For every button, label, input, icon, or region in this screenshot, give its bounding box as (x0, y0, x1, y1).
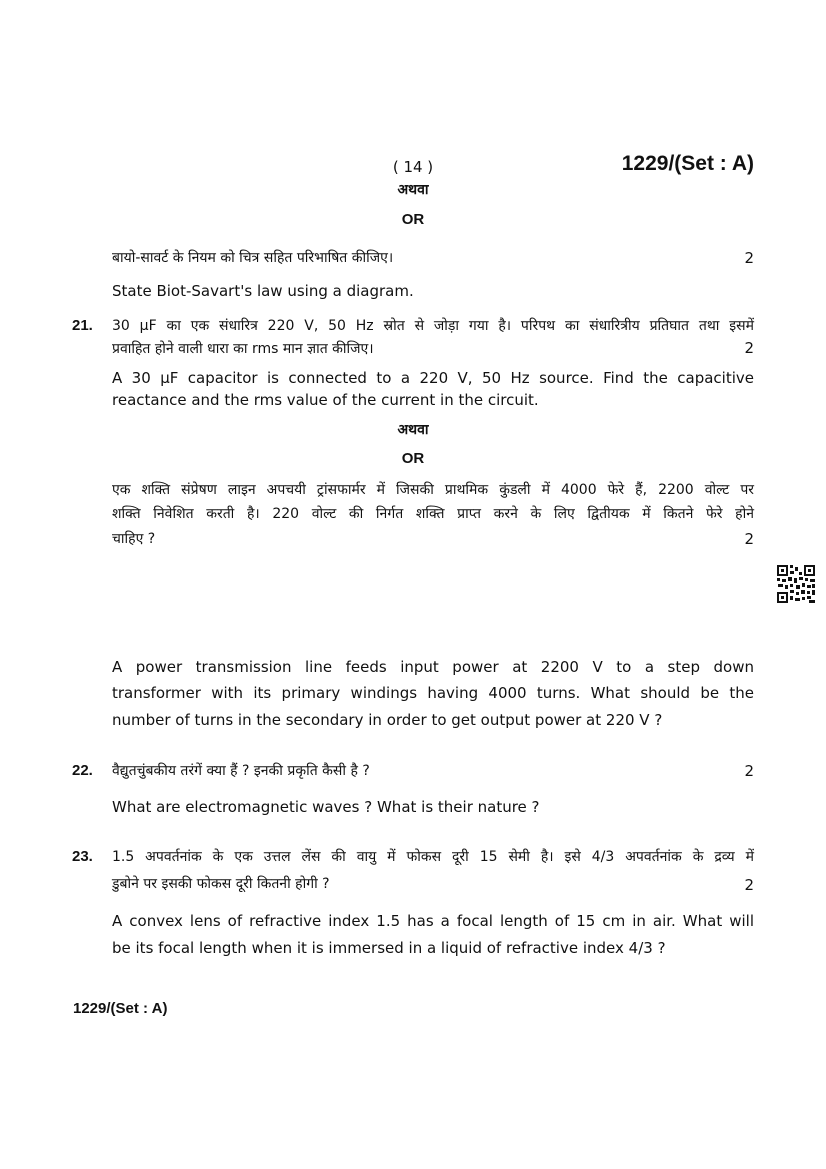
q21-marks: 2 (744, 339, 754, 357)
q22-hindi: वैद्युतचुंबकीय तरंगें क्या हैं ? इनकी प्रकृति कैसी है ? (112, 763, 370, 779)
q21-hindi-line2: प्रवाहित होने वाली धारा का rms मान ज्ञात कीजिए। (112, 341, 374, 357)
q23-hindi-line2: डुबोने पर इसकी फोकस दूरी कितनी होगी ? (112, 876, 330, 892)
q22-english: What are electromagnetic waves ? What is their nature ? (112, 798, 540, 816)
question-number-23: 23. (72, 848, 93, 865)
question-number-21: 21. (72, 317, 93, 334)
q21-alt-hindi-line1: एक शक्ति संप्रेषण लाइन अपचयी ट्रांसफार्मर में जिसकी प्राथमिक कुंडली में 4000 फेरे हैं, 2200 वोल्ट पर (112, 482, 754, 498)
q21-alt-english-line3: number of turns in the secondary in order to get output power at 220 V ? (112, 711, 663, 729)
or-english-1: OR (401, 211, 425, 228)
question-number-22: 22. (72, 762, 93, 779)
q21-alt-hindi-line3: चाहिए ? (112, 531, 156, 547)
q21-hindi-line1: 30 μF का एक संधारित्र 220 V, 50 Hz स्रोत से जोड़ा गया है। परिपथ का संधारित्रीय प्रतिघात तथा इसमें (112, 318, 754, 334)
set-code-footer: 1229/(Set : A) (73, 1000, 168, 1017)
set-code-header: 1229/(Set : A) (621, 152, 754, 175)
q21-alt-english-line2: transformer with its primary windings having 4000 turns. What should be the (112, 684, 754, 702)
or-english-2: OR (401, 450, 425, 467)
q23-marks: 2 (744, 876, 754, 894)
q23-english-line2: be its focal length when it is immersed in a liquid of refractive index 4/3 ? (112, 939, 666, 957)
or-hindi-1: अथवा (397, 182, 429, 198)
q20-alt-english: State Biot-Savart's law using a diagram. (112, 282, 414, 300)
qr-code-icon (776, 564, 816, 604)
q20-alt-marks: 2 (744, 249, 754, 267)
page-number: ( 14 ) (392, 158, 434, 176)
or-hindi-2: अथवा (397, 422, 429, 438)
q23-english-line1: A convex lens of refractive index 1.5 has a focal length of 15 cm in air. What will (112, 912, 754, 930)
q21-alt-hindi-line2: शक्ति निवेशित करती है। 220 वोल्ट की निर्गत शक्ति प्राप्त करने के लिए द्वितीयक में कितने फेरे होने (112, 506, 754, 522)
q21-alt-english-line1: A power transmission line feeds input power at 2200 V to a step down (112, 658, 754, 676)
q21-english-line2: reactance and the rms value of the current in the circuit. (112, 391, 539, 409)
q20-alt-hindi: बायो-सावर्ट के नियम को चित्र सहित परिभाषित कीजिए। (112, 250, 394, 266)
q21-alt-marks: 2 (744, 530, 754, 548)
q22-marks: 2 (744, 762, 754, 780)
q21-english-line1: A 30 μF capacitor is connected to a 220 V, 50 Hz source. Find the capacitive (112, 369, 754, 387)
q23-hindi-line1: 1.5 अपवर्तनांक के एक उत्तल लेंस की वायु में फोकस दूरी 15 सेमी है। इसे 4/3 अपवर्तनांक के द्रव्य में (112, 849, 754, 865)
